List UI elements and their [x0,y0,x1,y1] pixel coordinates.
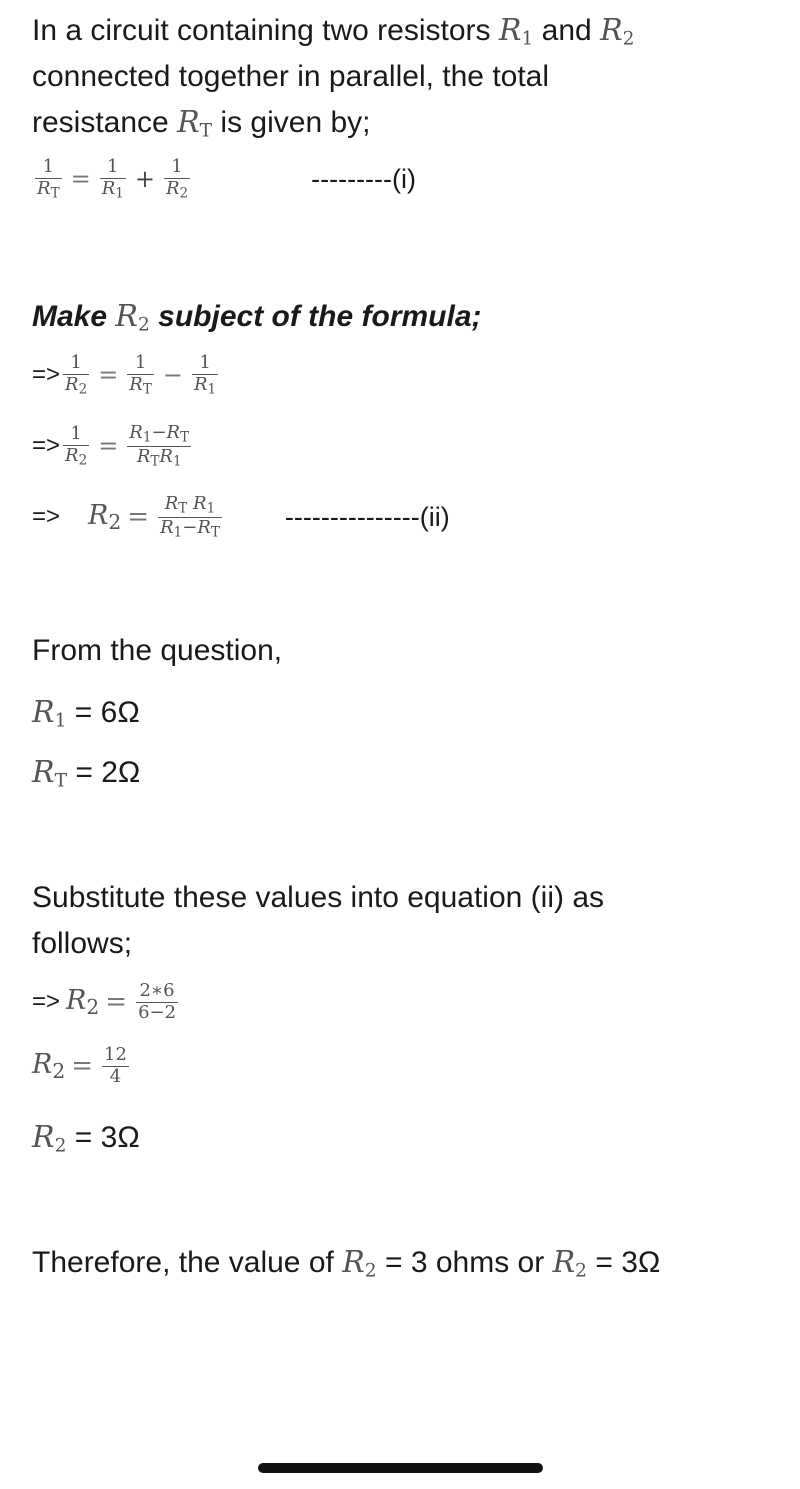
intro-text: is given by; [220,106,371,139]
equation-label-i: ---------(i) [311,163,417,194]
implies-arrow: => [32,361,61,389]
intro-and: and [541,14,592,47]
fraction-1-over-r1: $\frac{1}{R_1}$ [101,156,124,202]
implies-arrow: => [32,503,61,531]
substitute-line-2: follows; [32,927,133,960]
home-indicator[interactable] [258,1463,543,1473]
fraction-rtr1-over-r1-minus-rt: $\frac{R_T R_1}{R_1-R_T}$ [160,493,220,540]
step-1-equation: => $\frac{1}{R_2}$ = $\frac{1}{R_T}$ − $\frac{1}{R_1}$ [32,352,217,398]
make-subject-heading: Make $R_2$ subject of the formula; [32,299,482,336]
math-r1: $R_1$ [32,695,67,732]
fraction-1-over-r2: $\frac{1}{R_2}$ [165,156,189,202]
implies-arrow: => [32,988,61,1016]
fraction-1-over-r1: $\frac{1}{R_1}$ [193,352,217,398]
intro-line-2: connected together in parallel, the total [32,60,550,93]
math-r2: $R_2$ [552,1245,588,1282]
math-r2: $R_2$ [342,1245,377,1282]
fraction-2x6-over-6-2: $\frac{2∗6}{6-2}$ [138,980,177,1023]
math-r2: $R_2$ [32,1049,66,1084]
fraction-r1-minus-rt-over-rtr1: $\frac{R_1-R_T}{R_TR_1}$ [129,422,190,469]
fraction-1-over-rt: $\frac{1}{R_T}$ [37,156,60,202]
math-r2: $R_2$ [32,1120,67,1157]
step-3-equation: => $R_2$ = $\frac{R_T R_1}{R_1-R_T}$ ---------------(ii) [32,493,450,540]
implies-arrow: => [32,432,61,460]
math-r2: $R_2$ [66,985,100,1020]
math-r2: $R_2$ [600,13,635,50]
fraction-1-over-r2: $\frac{1}{R_2}$ [65,422,88,469]
given-intro: From the question, [32,634,283,667]
math-rt: $R_T$ [32,755,67,792]
conclusion: Therefore, the value of $R_2 = 3$ ohms or $R_2 = 3\Omega$ [32,1245,661,1282]
math-r1: $R_1$ [498,13,534,50]
equation-label-ii: ---------------(ii) [284,501,450,532]
fraction-1-over-r2: $\frac{1}{R_2}$ [65,352,88,398]
math-r2: $R_2$ [115,299,150,336]
intro-line-3 [32,100,371,155]
substitute-step-2: $R_2$ = $\frac{12}{4}$ [32,1044,127,1087]
intro-text: resistance [32,106,169,139]
math-rt: $R_T$ [177,105,213,142]
equation-i: $\frac{1}{R_T}$ = $\frac{1}{R_1}$ + $\frac{1}{R_2}$ ---------(i) [37,156,417,202]
step-2-equation: => $\frac{1}{R_2}$ = $\frac{R_1-R_T}{R_TR_1}$ [32,422,190,469]
math-r2: $R_2$ [88,500,122,535]
fraction-1-over-rt: $\frac{1}{R_T}$ [129,352,152,398]
substitute-step-1: => $R_2$ = $\frac{2∗6}{6-2}$ [32,980,177,1023]
substitute-result: $R_2 = 3\Omega$ [32,1120,140,1157]
fraction-12-over-4: $\frac{12}{4}$ [104,1044,127,1087]
substitute-line-1: Substitute these values into equation (ii) as [32,881,605,914]
given-r1: $R_1 = 6\Omega$ [32,695,140,732]
given-rt: $R_T = 2\Omega$ [32,755,141,792]
intro-text: In a circuit containing two resistors [32,14,491,47]
